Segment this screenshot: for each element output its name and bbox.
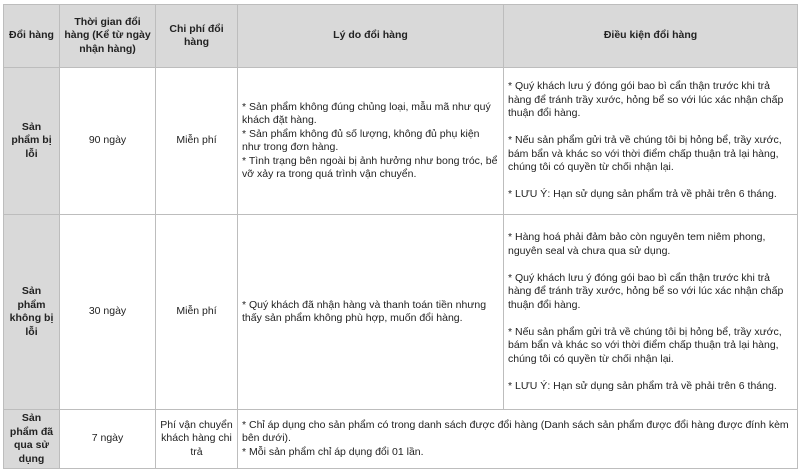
table-row [4, 215, 798, 410]
row-time: 90 ngày [60, 68, 156, 215]
header-reason: Lý do đổi hàng [238, 5, 504, 68]
row-type: Sản phẩm không bị lỗi [4, 215, 60, 410]
table-row [4, 68, 798, 215]
row-fee: Miễn phí [156, 68, 238, 215]
reason-item: * Sản phẩm không đúng chủng loại, mẫu mã như quý khách đặt hàng. [242, 100, 491, 126]
row-reasons [238, 215, 504, 410]
reason-item: * Tình trạng bên ngoài bị ảnh hưởng như bong tróc, bể vỡ xảy ra trong quá trình vận chuyển. [242, 154, 498, 180]
row-type: Sản phẩm đã qua sử dụng [4, 410, 60, 469]
note-item: * Mỗi sản phẩm chỉ áp dụng đổi 01 lần. [242, 445, 424, 458]
row-conditions [504, 68, 798, 215]
reason-item: * Sản phẩm không đủ số lượng, không đủ phụ kiện như trong đơn hàng. [242, 127, 480, 153]
row-merged-note [238, 410, 798, 469]
reason-item: * Quý khách đã nhận hàng và thanh toán tiền nhưng thấy sản phẩm không phù hợp, muốn đổi hàng. [242, 298, 487, 324]
row-fee: Miễn phí [156, 215, 238, 410]
header-condition: Điều kiện đổi hàng [504, 5, 798, 68]
condition-item: * Hàng hoá phải đảm bảo còn nguyên tem niêm phong, nguyên seal và chưa qua sử dụng. [508, 231, 766, 257]
condition-item: * LƯU Ý: Hạn sử dụng sản phẩm trả về phải trên 6 tháng. [508, 379, 777, 392]
row-conditions [504, 215, 798, 410]
row-type: Sản phẩm bị lỗi [4, 68, 60, 215]
row-time: 30 ngày [60, 215, 156, 410]
header-row [4, 5, 798, 68]
note-item: * Chỉ áp dụng cho sản phẩm có trong danh sách được đổi hàng (Danh sách sản phẩm được đổi hàng được đính kèm bên dưới). [242, 418, 789, 445]
row-fee: Phí vận chuyển khách hàng chi trả [156, 410, 238, 469]
condition-item: * Nếu sản phẩm gửi trả về chúng tôi bị hỏng bể, trầy xước, bám bẩn và khác so với thời điểm chấp thuận trả lại hàng, chúng tôi có quyền từ chối nhận lại. [508, 134, 782, 174]
condition-item: * LƯU Ý: Hạn sử dụng sản phẩm trả về phải trên 6 tháng. [508, 188, 777, 201]
condition-item: * Nếu sản phẩm gửi trả về chúng tôi bị hỏng bể, trầy xước, bám bẩn và khác so với thời điểm chấp thuận trả lại hàng, chúng tôi có quyền từ chối nhận lại. [508, 325, 782, 365]
header-fee: Chi phí đổi hàng [156, 5, 238, 68]
condition-item: * Quý khách lưu ý đóng gói bao bì cẩn thận trước khi trả hàng để tránh trầy xước, hỏng bể so với lúc xác nhận chấp thuận đổi hàng. [508, 80, 784, 120]
exchange-policy [3, 4, 797, 469]
header-time: Thời gian đổi hàng (Kể từ ngày nhận hàng) [60, 5, 156, 68]
condition-item: * Quý khách lưu ý đóng gói bao bì cẩn thận trước khi trả hàng để tránh trầy xước, hỏng bể so với lúc xác nhận chấp thuận đổi hàng. [508, 271, 784, 311]
table-row [4, 410, 798, 469]
exchange-policy-table [3, 4, 798, 469]
row-time: 7 ngày [60, 410, 156, 469]
row-reasons [238, 68, 504, 215]
header-type: Đổi hàng [4, 5, 60, 68]
